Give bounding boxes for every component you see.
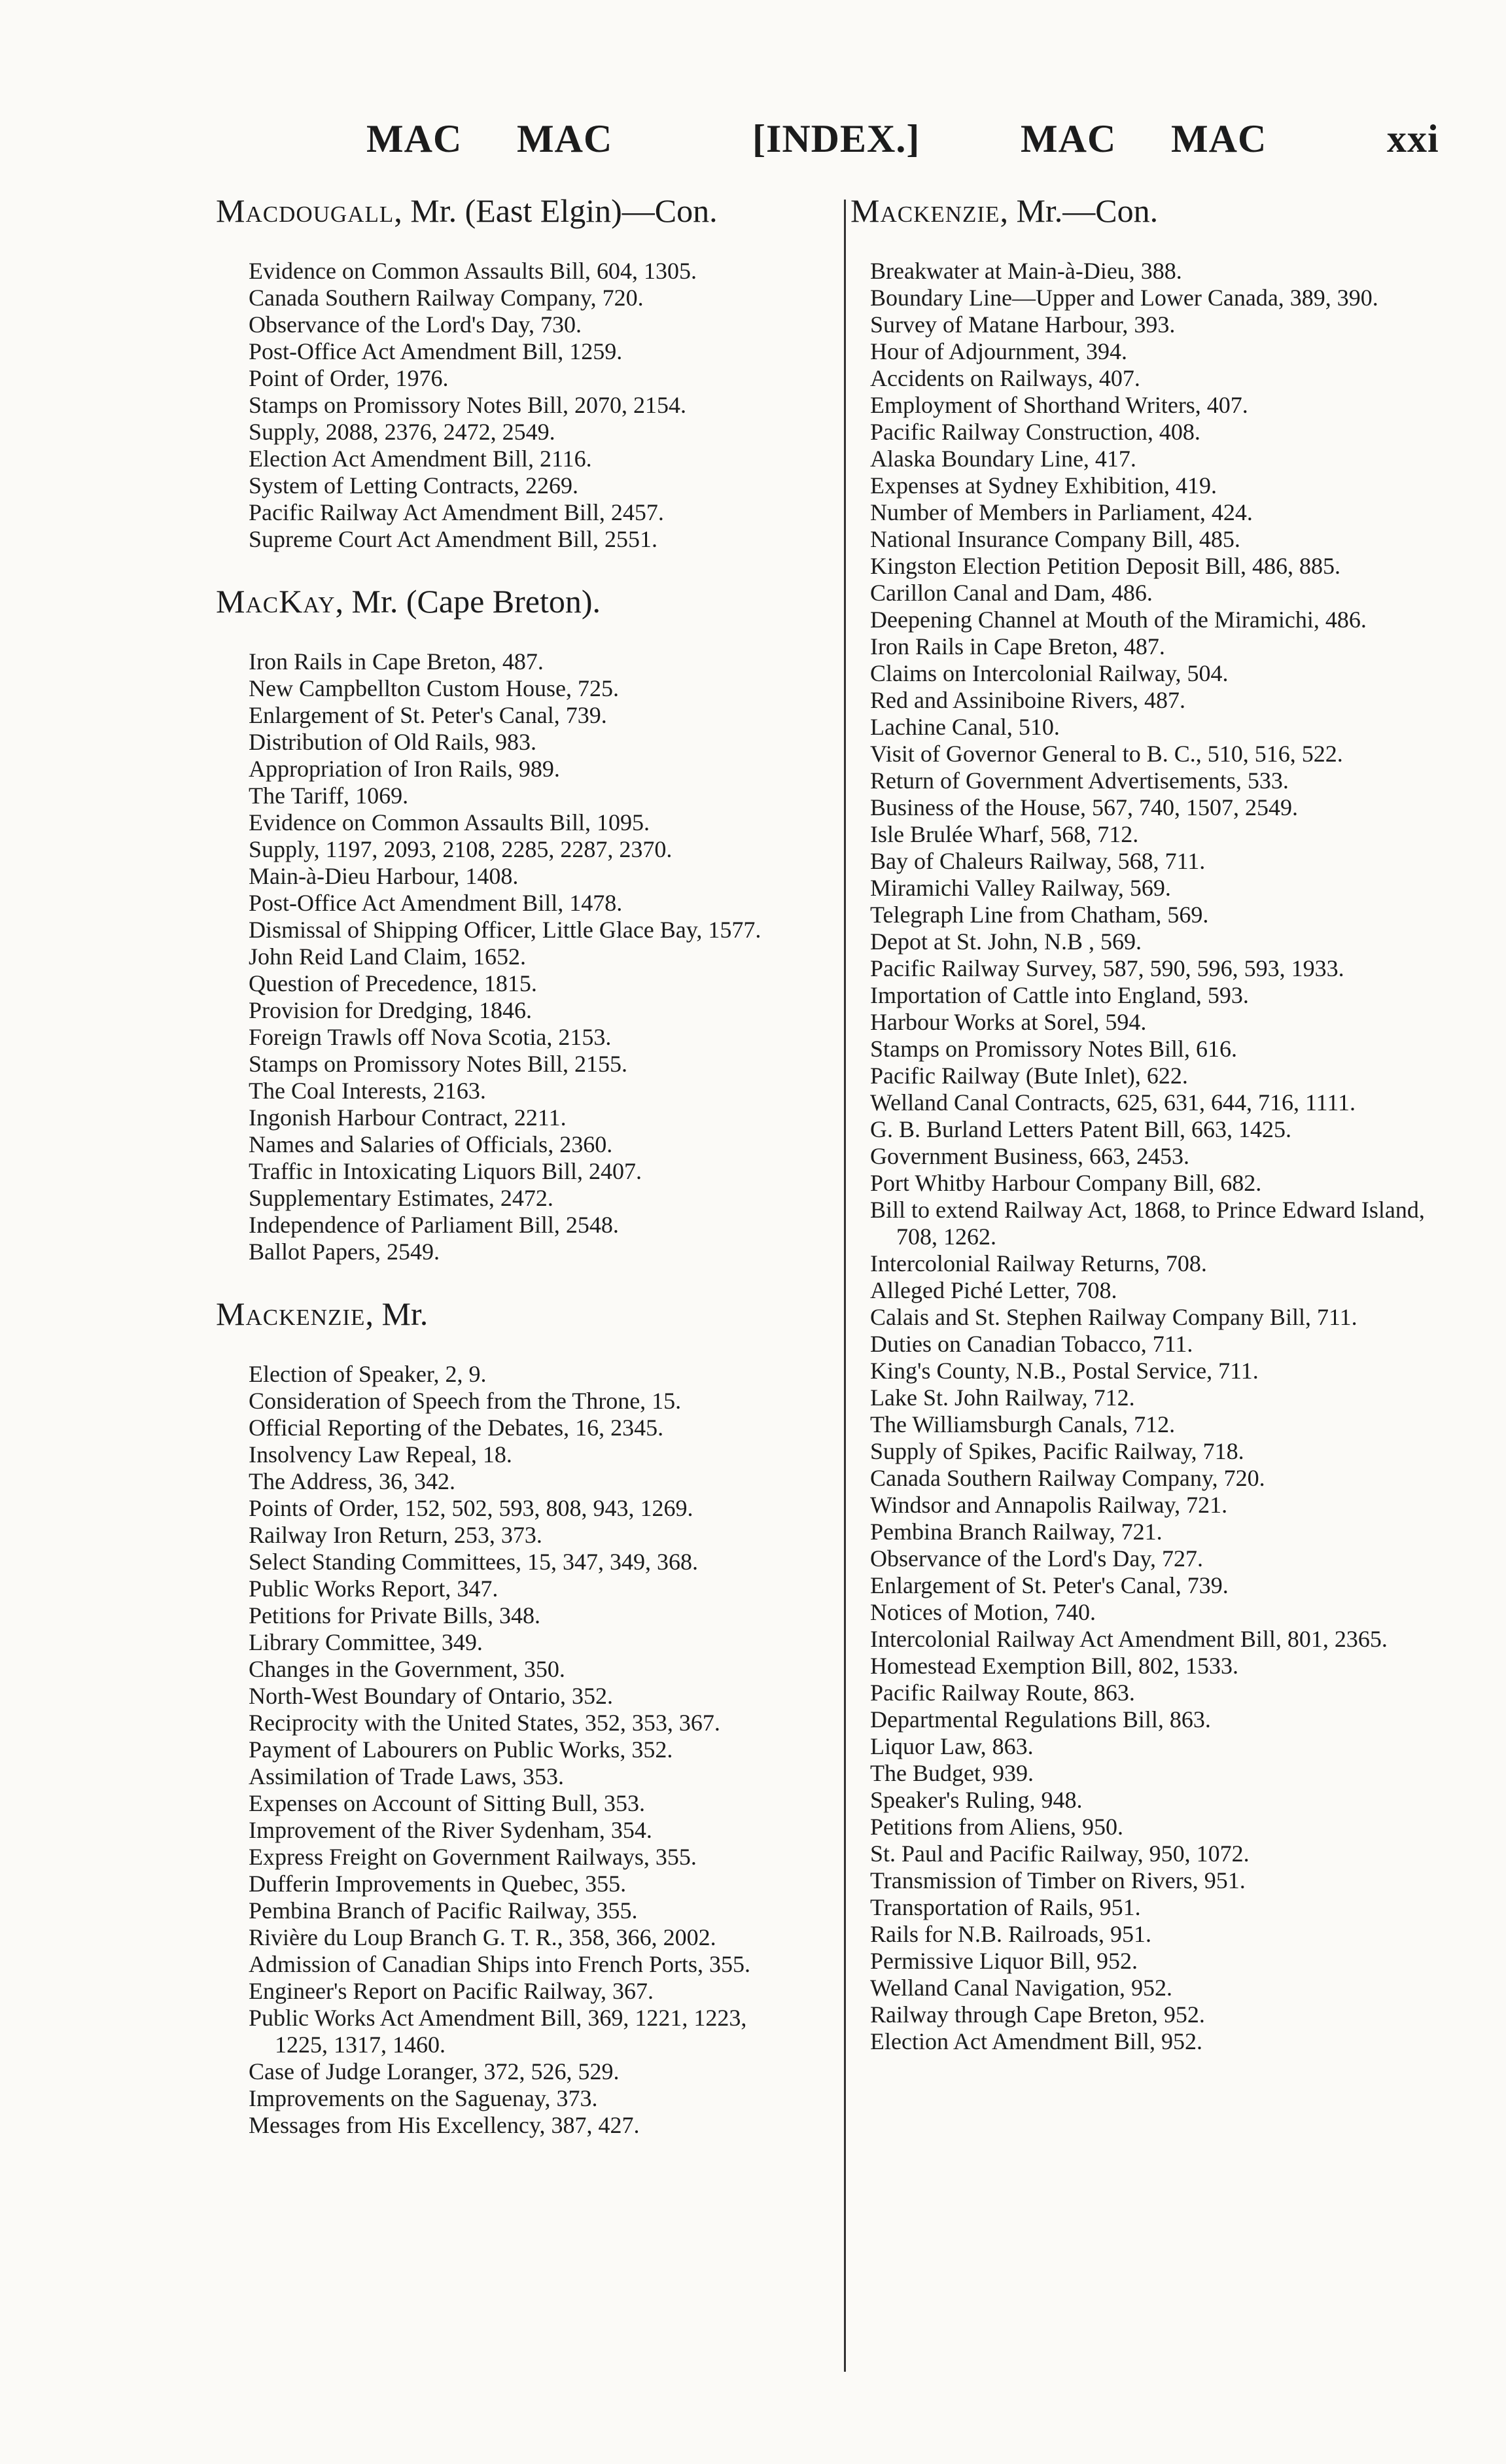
index-entry: Pembina Branch Railway, 721. [870, 1519, 1163, 1545]
index-entry: Select Standing Committees, 15, 347, 349, 368. [249, 1549, 698, 1575]
index-entry: Changes in the Government, 350. [249, 1656, 565, 1682]
section-heading [216, 580, 805, 622]
index-entry: North-West Boundary of Ontario, 352. [249, 1683, 613, 1709]
index-entry: Permissive Liquor Bill, 952. [870, 1948, 1138, 1974]
index-entry: Return of Government Advertisements, 533. [870, 767, 1289, 794]
index-entry: Carillon Canal and Dam, 486. [870, 580, 1153, 606]
member-name: Mackenzie [216, 1295, 366, 1332]
index-entry: Visit of Governor General to B. C., 510, 516, 522. [870, 741, 1343, 767]
index-entry: Telegraph Line from Chatham, 569. [870, 902, 1209, 928]
index-entry: Provision for Dredging, 1846. [249, 997, 532, 1023]
index-entry: Deepening Channel at Mouth of the Miramichi, 486. [870, 607, 1367, 633]
section-heading [216, 190, 805, 232]
index-entry: Hour of Adjournment, 394. [870, 338, 1127, 364]
index-entry: Appropriation of Iron Rails, 989. [249, 756, 560, 782]
index-entry: Enlargement of St. Peter's Canal, 739. [870, 1572, 1229, 1598]
index-entry: Traffic in Intoxicating Liquors Bill, 2407. [249, 1158, 642, 1184]
index-entry: Canada Southern Railway Company, 720. [249, 285, 644, 311]
index-entry: Assimilation of Trade Laws, 353. [249, 1763, 564, 1789]
member-name: Mackenzie [850, 192, 1000, 229]
index-entry: Bay of Chaleurs Railway, 568, 711. [870, 848, 1206, 874]
index-entry: Enlargement of St. Peter's Canal, 739. [249, 702, 607, 728]
page-number: xxi [1387, 117, 1439, 160]
index-entry: Red and Assiniboine Rivers, 487. [870, 687, 1185, 713]
left-column [216, 190, 805, 2166]
index-entry: Stamps on Promissory Notes Bill, 616. [870, 1036, 1238, 1062]
index-entry: Pacific Railway Construction, 408. [870, 419, 1200, 445]
index-entry: Railway through Cape Breton, 952. [870, 2001, 1205, 2028]
index-entry: Business of the House, 567, 740, 1507, 2549. [870, 794, 1298, 820]
running-header [366, 116, 1446, 175]
right-column [850, 190, 1426, 2083]
header-right-word-2: MAC [1171, 117, 1267, 160]
index-entry: Railway Iron Return, 253, 373. [249, 1522, 542, 1548]
index-entry: National Insurance Company Bill, 485. [870, 526, 1240, 552]
index-entry: Rivière du Loup Branch G. T. R., 358, 366, 2002. [249, 1924, 716, 1950]
member-name: Macdougall [216, 192, 394, 229]
index-entry: Transmission of Timber on Rivers, 951. [870, 1867, 1246, 1893]
index-entry: Iron Rails in Cape Breton, 487. [249, 648, 544, 675]
index-entry: Accidents on Railways, 407. [870, 365, 1140, 391]
index-entry: Claims on Intercolonial Railway, 504. [870, 660, 1229, 686]
index-entry: Pacific Railway (Bute Inlet), 622. [870, 1063, 1188, 1089]
index-entry: Evidence on Common Assaults Bill, 604, 1305. [249, 258, 697, 284]
index-entry: Liquor Law, 863. [870, 1733, 1034, 1759]
index-entry: Employment of Shorthand Writers, 407. [870, 392, 1248, 418]
index-entry: Ingonish Harbour Contract, 2211. [249, 1104, 567, 1131]
index-entry: Harbour Works at Sorel, 594. [870, 1009, 1147, 1035]
index-entry: Notices of Motion, 740. [870, 1599, 1096, 1625]
index-entry: Bill to extend Railway Act, 1868, to Prince Edward Island, 708, 1262. [870, 1197, 1425, 1250]
member-name: MacKay [216, 583, 336, 620]
index-entry: Distribution of Old Rails, 983. [249, 729, 536, 755]
index-entry: Public Works Act Amendment Bill, 369, 1221, 1223, 1225, 1317, 1460. [249, 2005, 747, 2058]
index-entry: Case of Judge Loranger, 372, 526, 529. [249, 2058, 620, 2085]
member-riding: , Mr. [365, 1295, 429, 1332]
index-entry: Evidence on Common Assaults Bill, 1095. [249, 809, 650, 836]
index-entry: Boundary Line—Upper and Lower Canada, 389, 390. [870, 285, 1378, 311]
member-riding: , Mr.—Con. [1000, 192, 1159, 229]
index-entry: Lachine Canal, 510. [870, 714, 1060, 740]
index-entry: Welland Canal Contracts, 625, 631, 644, 716, 1111. [870, 1089, 1356, 1116]
index-entry: Transportation of Rails, 951. [870, 1894, 1141, 1920]
index-entry: St. Paul and Pacific Railway, 950, 1072. [870, 1840, 1250, 1867]
index-entry: Supreme Court Act Amendment Bill, 2551. [249, 526, 657, 552]
index-entry: Reciprocity with the United States, 352, 353, 367. [249, 1710, 720, 1736]
index-entry: Independence of Parliament Bill, 2548. [249, 1212, 619, 1238]
index-entry: Stamps on Promissory Notes Bill, 2070, 2154. [249, 392, 687, 418]
index-entry: Library Committee, 349. [249, 1629, 483, 1655]
index-section-left-1 [216, 580, 805, 1265]
index-entry: Alaska Boundary Line, 417. [870, 446, 1136, 472]
index-entry: Admission of Canadian Ships into French Ports, 355. [249, 1951, 750, 1977]
index-entry: Intercolonial Railway Returns, 708. [870, 1250, 1207, 1276]
index-entry: The Tariff, 1069. [249, 783, 409, 809]
index-entry: Pacific Railway Route, 863. [870, 1680, 1135, 1706]
index-entry: King's County, N.B., Postal Service, 711. [870, 1358, 1259, 1384]
index-entry: Engineer's Report on Pacific Railway, 367. [249, 1978, 654, 2004]
index-entry: Express Freight on Government Railways, 355. [249, 1844, 697, 1870]
index-entry: Improvements on the Saguenay, 373. [249, 2085, 598, 2111]
index-entry: Miramichi Valley Railway, 569. [870, 875, 1171, 901]
column-divider [844, 200, 846, 2372]
index-entry: Duties on Canadian Tobacco, 711. [870, 1331, 1193, 1357]
index-entry: Pacific Railway Act Amendment Bill, 2457. [249, 499, 664, 525]
index-entry: Observance of the Lord's Day, 730. [249, 311, 582, 338]
index-section-left-0 [216, 190, 805, 553]
index-entry: Isle Brulée Wharf, 568, 712. [870, 821, 1139, 847]
index-entry: The Address, 36, 342. [249, 1468, 455, 1494]
index-section-left-2 [216, 1293, 805, 2139]
index-entry: Post-Office Act Amendment Bill, 1478. [249, 890, 623, 916]
index-entry: Supplementary Estimates, 2472. [249, 1185, 553, 1211]
section-heading [850, 190, 1426, 232]
index-entry: Election Act Amendment Bill, 952. [870, 2028, 1202, 2054]
index-entry: Petitions for Private Bills, 348. [249, 1602, 540, 1628]
index-entry: Number of Members in Parliament, 424. [870, 499, 1253, 525]
entry-list [249, 648, 805, 1265]
index-entry: Expenses at Sydney Exhibition, 419. [870, 472, 1217, 499]
section-heading [216, 1293, 805, 1335]
index-entry: Supply of Spikes, Pacific Railway, 718. [870, 1438, 1244, 1464]
index-entry: Ballot Papers, 2549. [249, 1239, 440, 1265]
member-riding: , Mr. (Cape Breton). [335, 583, 601, 620]
index-entry: Kingston Election Petition Deposit Bill, 486, 885. [870, 553, 1340, 579]
index-entry: Importation of Cattle into England, 593. [870, 982, 1249, 1008]
header-left-word-1: MAC [366, 117, 463, 160]
entry-list [870, 258, 1426, 2055]
index-entry: Observance of the Lord's Day, 727. [870, 1545, 1203, 1572]
index-entry: Welland Canal Navigation, 952. [870, 1975, 1172, 2001]
index-entry: System of Letting Contracts, 2269. [249, 472, 578, 499]
index-entry: New Campbellton Custom House, 725. [249, 675, 619, 701]
index-entry: Departmental Regulations Bill, 863. [870, 1706, 1211, 1733]
index-entry: G. B. Burland Letters Patent Bill, 663, 1425. [870, 1116, 1291, 1142]
index-entry: Points of Order, 152, 502, 593, 808, 943, 1269. [249, 1495, 693, 1521]
index-entry: Stamps on Promissory Notes Bill, 2155. [249, 1051, 628, 1077]
index-entry: Expenses on Account of Sitting Bull, 353. [249, 1790, 645, 1816]
index-entry: Post-Office Act Amendment Bill, 1259. [249, 338, 623, 364]
index-entry: Election Act Amendment Bill, 2116. [249, 446, 592, 472]
index-entry: Canada Southern Railway Company, 720. [870, 1465, 1265, 1491]
index-entry: Question of Precedence, 1815. [249, 970, 537, 996]
header-right-word-1: MAC [1021, 117, 1117, 160]
index-entry: Windsor and Annapolis Railway, 721. [870, 1492, 1228, 1518]
index-section-right-0 [850, 190, 1426, 2055]
member-riding: , Mr. (East Elgin)—Con. [394, 192, 718, 229]
index-entry: Official Reporting of the Debates, 16, 2345. [249, 1415, 664, 1441]
index-entry: Homestead Exemption Bill, 802, 1533. [870, 1653, 1238, 1679]
index-entry: John Reid Land Claim, 1652. [249, 943, 526, 970]
index-entry: Dufferin Improvements in Quebec, 355. [249, 1871, 627, 1897]
index-entry: Rails for N.B. Railroads, 951. [870, 1921, 1151, 1947]
header-index-label: [INDEX.] [752, 117, 920, 160]
index-entry: Survey of Matane Harbour, 393. [870, 311, 1176, 338]
entry-list [249, 1361, 805, 2139]
index-entry: The Williamsburgh Canals, 712. [870, 1411, 1176, 1437]
index-entry: Supply, 2088, 2376, 2472, 2549. [249, 419, 555, 445]
index-entry: Pacific Railway Survey, 587, 590, 596, 593, 1933. [870, 955, 1344, 981]
index-entry: Election of Speaker, 2, 9. [249, 1361, 487, 1387]
index-entry: Payment of Labourers on Public Works, 352. [249, 1736, 673, 1763]
index-entry: Depot at St. John, N.B , 569. [870, 928, 1142, 955]
index-entry: Intercolonial Railway Act Amendment Bill, 801, 2365. [870, 1626, 1388, 1652]
index-entry: Dismissal of Shipping Officer, Little Glace Bay, 1577. [249, 917, 762, 943]
index-entry: Calais and St. Stephen Railway Company Bill, 711. [870, 1304, 1357, 1330]
index-entry: Point of Order, 1976. [249, 365, 449, 391]
index-entry: Government Business, 663, 2453. [870, 1143, 1189, 1169]
index-entry: Supply, 1197, 2093, 2108, 2285, 2287, 2370. [249, 836, 673, 862]
index-entry: Petitions from Aliens, 950. [870, 1814, 1123, 1840]
index-entry: The Budget, 939. [870, 1760, 1034, 1786]
index-entry: Public Works Report, 347. [249, 1575, 499, 1602]
index-entry: Iron Rails in Cape Breton, 487. [870, 633, 1165, 660]
index-entry: Messages from His Excellency, 387, 427. [249, 2112, 640, 2138]
index-entry: Insolvency Law Repeal, 18. [249, 1441, 512, 1468]
index-entry: Lake St. John Railway, 712. [870, 1384, 1135, 1411]
index-entry: Alleged Piché Letter, 708. [870, 1277, 1117, 1303]
entry-list [249, 258, 805, 553]
index-entry: Consideration of Speech from the Throne, 15. [249, 1388, 682, 1414]
index-entry: Names and Salaries of Officials, 2360. [249, 1131, 613, 1157]
header-left-word-2: MAC [517, 117, 613, 160]
index-entry: Foreign Trawls off Nova Scotia, 2153. [249, 1024, 612, 1050]
index-entry: Improvement of the River Sydenham, 354. [249, 1817, 652, 1843]
index-entry: Port Whitby Harbour Company Bill, 682. [870, 1170, 1262, 1196]
index-entry: Breakwater at Main-à-Dieu, 388. [870, 258, 1182, 284]
index-entry: Speaker's Ruling, 948. [870, 1787, 1083, 1813]
index-entry: The Coal Interests, 2163. [249, 1078, 486, 1104]
index-entry: Main-à-Dieu Harbour, 1408. [249, 863, 519, 889]
index-entry: Pembina Branch of Pacific Railway, 355. [249, 1897, 638, 1924]
